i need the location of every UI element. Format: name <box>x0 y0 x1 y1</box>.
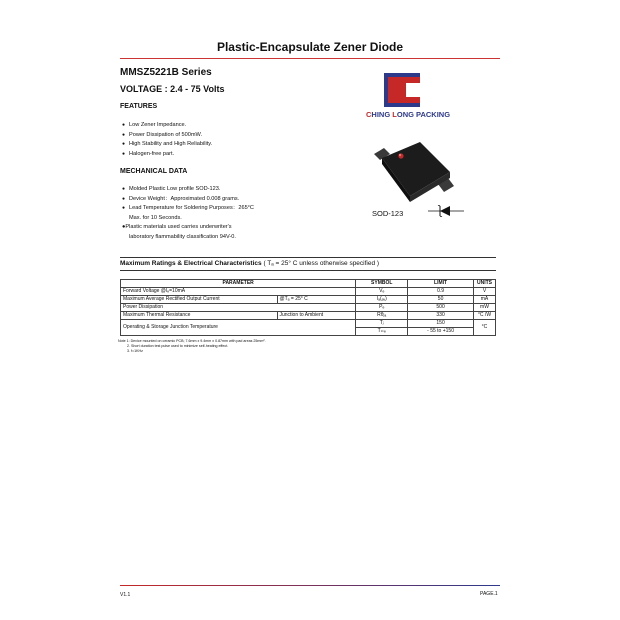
column-header: LIMIT <box>408 280 474 288</box>
footnote: 2. Short duration test pulse used to minimize self-heating effect. <box>127 344 229 348</box>
zener-diode-symbol-icon <box>428 205 464 217</box>
company-name: CHING LONG PACKING <box>366 110 451 119</box>
column-header: UNITS <box>473 280 495 288</box>
column-header: SYMBOL <box>356 280 408 288</box>
document-title: Plastic-Encapsulate Zener Diode <box>216 40 404 54</box>
package-label: SOD-123 <box>372 209 404 218</box>
table-row: Forward Voltage @Iₑ=10mA Vₑ 0.9 V <box>121 288 496 296</box>
table-row: Maximum Thermal Resistance Junction to Ambient Rθⱼₐ 330 °C /W <box>121 312 496 320</box>
mechanical-heading: MECHANICAL DATA <box>120 168 188 175</box>
list-item: ● High Stability and High Reliability. <box>122 140 212 150</box>
table-header-row <box>121 280 496 288</box>
column-header: PARAMETER <box>121 280 356 288</box>
features-list <box>122 121 212 159</box>
list-item: ● Device Weight：Approximated 0.008 grams. <box>122 195 254 205</box>
ratings-heading: Maximum Ratings & Electrical Characteristics <box>120 260 262 267</box>
table-row: Maximum Average Rectified Output Current @Tₐ = 25° C Iₐ(ₐᵥ) 50 mA <box>121 296 496 304</box>
ratings-heading-bar <box>120 257 496 271</box>
list-item: ● Low Zener Impedance. <box>122 121 212 131</box>
list-item: ● Lead Temperature for Soldering Purposes：265°C Max. for 10 Seconds. <box>122 204 254 223</box>
sod123-package-image <box>368 140 458 210</box>
list-item: ● Molded Plastic Low profile SOD-123. <box>122 185 254 195</box>
page-number: PAGE.1 <box>480 591 498 597</box>
table-row: Operating & Storage Junction Temperature Tⱼ 150 °C <box>121 320 496 328</box>
series-name: MMSZ5221B Series <box>120 67 212 78</box>
company-logo-icon <box>380 70 426 110</box>
footnotes <box>118 339 266 354</box>
table-row: Tₛₜₑ - 55 to +150 <box>121 328 496 336</box>
ratings-table <box>120 279 496 336</box>
voltage-range: VOLTAGE : 2.4 - 75 Volts <box>120 84 225 94</box>
list-item: ● Power Dissipation of 500mW. <box>122 131 212 141</box>
ratings-condition: ( Tₐ = 25° C unless otherwise specified ) <box>263 260 380 267</box>
list-item: ● Halogen-free part. <box>122 150 212 160</box>
features-heading: FEATURES <box>120 103 158 110</box>
list-item: ●Plastic materials used carries underwriter's laboratory flammability classification 94V-0. <box>122 224 236 240</box>
version-label: V1.1 <box>120 592 131 598</box>
table-row: Power Dissipation Pₑ 500 mW <box>121 304 496 312</box>
mechanical-list <box>122 185 254 223</box>
footnote: 3. f=1KHz <box>127 349 143 353</box>
footnote: Note 1: Device mounted on ceramic PCB; 7.6mm x 9.4mm x 0.87mm with pad areas 25mm². <box>118 339 266 343</box>
footer-divider <box>120 585 500 587</box>
title-underline <box>120 58 500 59</box>
